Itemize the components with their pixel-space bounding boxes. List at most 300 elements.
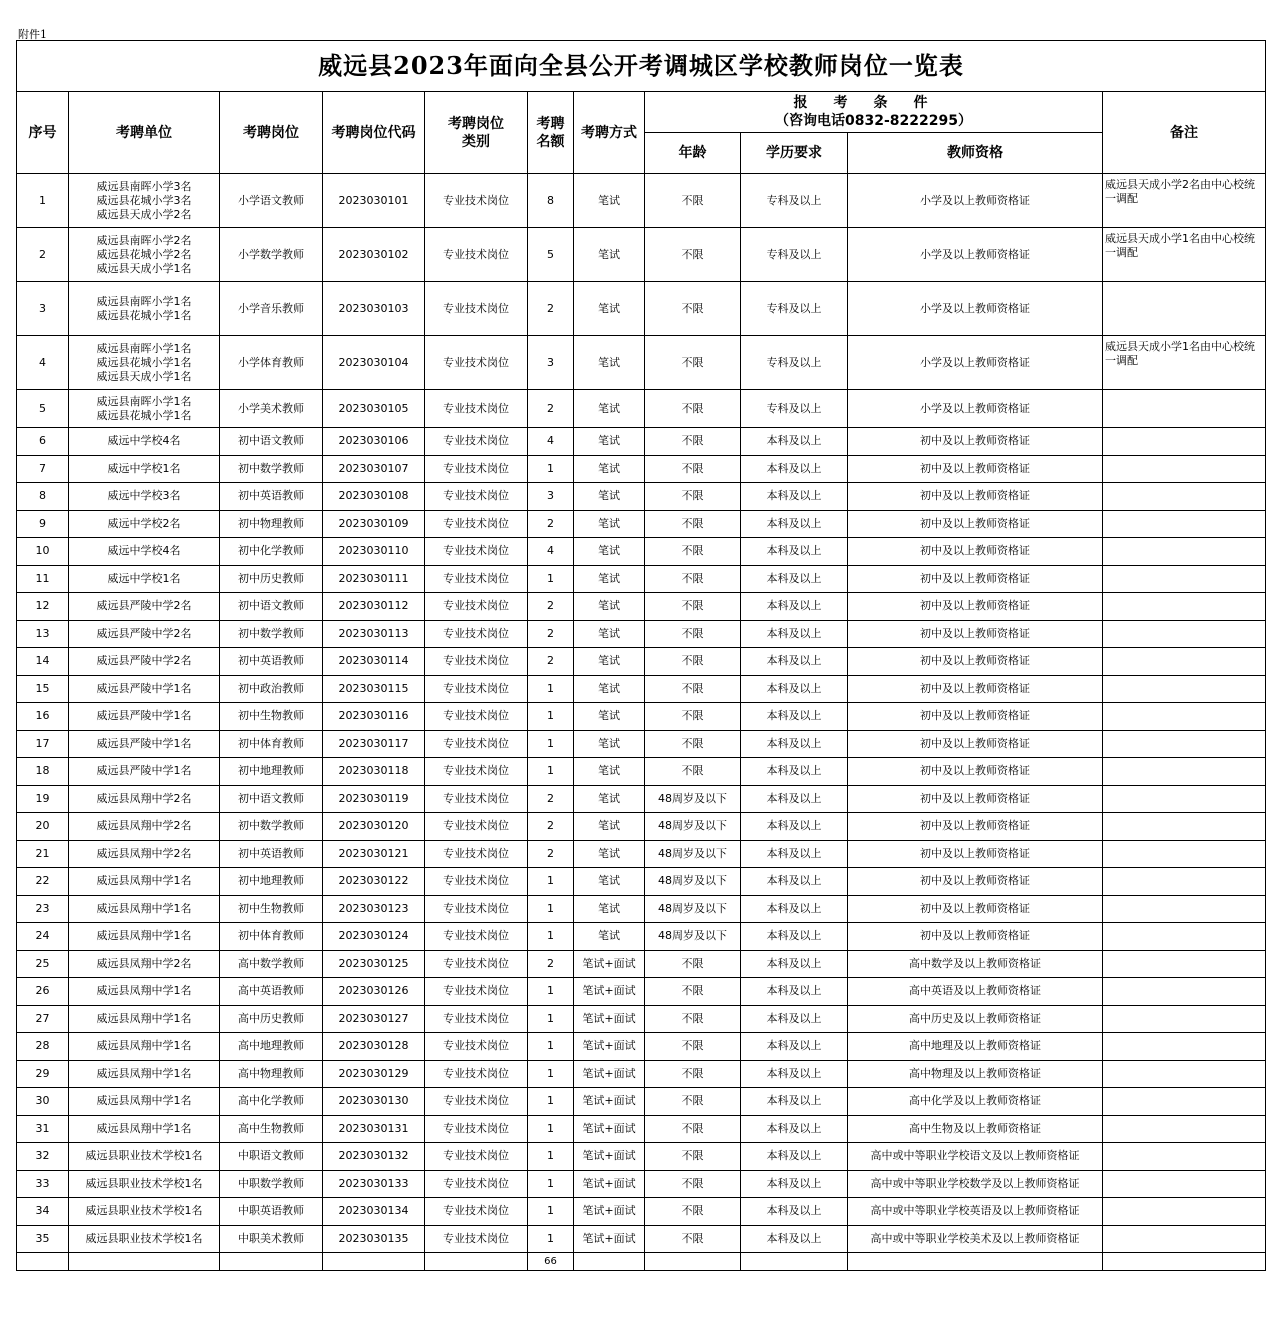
table-row: [17, 950, 1266, 978]
row-code: 2023030105: [323, 390, 425, 428]
row-age: 48周岁及以下: [645, 895, 741, 923]
row-education: 专科及以上: [741, 174, 848, 228]
row-category: 专业技术岗位: [425, 1115, 528, 1143]
row-no: 17: [17, 730, 69, 758]
table-row: [17, 1005, 1266, 1033]
row-category: 专业技术岗位: [425, 785, 528, 813]
row-post: 初中政治教师: [220, 675, 323, 703]
row-qualification: 小学及以上教师资格证: [848, 336, 1103, 390]
row-unit: 威远中学校4名: [69, 428, 220, 456]
row-unit: 威远县严陵中学1名: [69, 758, 220, 786]
row-remark: [1103, 593, 1266, 621]
row-category: 专业技术岗位: [425, 483, 528, 511]
row-age: 不限: [645, 730, 741, 758]
row-method: 笔试: [574, 758, 645, 786]
row-method: 笔试: [574, 648, 645, 676]
row-unit: 威远县严陵中学2名: [69, 620, 220, 648]
table-row: [17, 455, 1266, 483]
row-category: 专业技术岗位: [425, 895, 528, 923]
row-unit: 威远县严陵中学1名: [69, 703, 220, 731]
row-qualification: 高中化学及以上教师资格证: [848, 1088, 1103, 1116]
row-quota: 1: [528, 1033, 574, 1061]
row-no: 8: [17, 483, 69, 511]
row-remark: [1103, 428, 1266, 456]
row-no: 27: [17, 1005, 69, 1033]
row-category: 专业技术岗位: [425, 174, 528, 228]
row-code: 2023030132: [323, 1143, 425, 1171]
row-age: 不限: [645, 565, 741, 593]
row-no: 18: [17, 758, 69, 786]
row-method: 笔试: [574, 282, 645, 336]
row-quota: 1: [528, 1115, 574, 1143]
row-post: 初中数学教师: [220, 455, 323, 483]
row-post: 初中英语教师: [220, 840, 323, 868]
row-age: 不限: [645, 390, 741, 428]
row-education: 本科及以上: [741, 510, 848, 538]
row-code: 2023030119: [323, 785, 425, 813]
row-remark: [1103, 978, 1266, 1006]
row-education: 专科及以上: [741, 336, 848, 390]
row-age: 48周岁及以下: [645, 923, 741, 951]
header-conditions: 报考条件: [793, 95, 954, 111]
table-row: [17, 593, 1266, 621]
row-code: 2023030115: [323, 675, 425, 703]
row-no: 23: [17, 895, 69, 923]
row-no: 7: [17, 455, 69, 483]
row-post: 中职美术教师: [220, 1225, 323, 1253]
row-method: 笔试: [574, 840, 645, 868]
row-post: 初中体育教师: [220, 730, 323, 758]
row-unit: 威远县南晖小学1名 威远县花城小学1名: [69, 390, 220, 428]
row-unit: 威远县凤翔中学2名: [69, 813, 220, 841]
row-method: 笔试+面试: [574, 1143, 645, 1171]
row-remark: [1103, 785, 1266, 813]
row-post: 高中数学教师: [220, 950, 323, 978]
row-no: 9: [17, 510, 69, 538]
row-quota: 1: [528, 565, 574, 593]
row-method: 笔试+面试: [574, 1225, 645, 1253]
row-unit: 威远中学校4名: [69, 538, 220, 566]
row-post: 小学音乐教师: [220, 282, 323, 336]
row-code: 2023030135: [323, 1225, 425, 1253]
row-education: 本科及以上: [741, 1198, 848, 1226]
table-row: [17, 1198, 1266, 1226]
row-code: 2023030120: [323, 813, 425, 841]
row-method: 笔试: [574, 483, 645, 511]
row-category: 专业技术岗位: [425, 758, 528, 786]
row-post: 小学语文教师: [220, 174, 323, 228]
row-qualification: 小学及以上教师资格证: [848, 174, 1103, 228]
row-code: 2023030110: [323, 538, 425, 566]
row-education: 本科及以上: [741, 785, 848, 813]
row-qualification: 初中及以上教师资格证: [848, 483, 1103, 511]
row-method: 笔试: [574, 510, 645, 538]
row-education: 专科及以上: [741, 390, 848, 428]
row-unit: 威远县南晖小学1名 威远县花城小学1名 威远县天成小学1名: [69, 336, 220, 390]
row-age: 不限: [645, 483, 741, 511]
row-no: 5: [17, 390, 69, 428]
row-code: 2023030109: [323, 510, 425, 538]
row-code: 2023030127: [323, 1005, 425, 1033]
table-row: [17, 758, 1266, 786]
row-no: 26: [17, 978, 69, 1006]
row-no: 12: [17, 593, 69, 621]
row-education: 本科及以上: [741, 813, 848, 841]
row-post: 高中化学教师: [220, 1088, 323, 1116]
row-method: 笔试: [574, 620, 645, 648]
row-age: 不限: [645, 1170, 741, 1198]
row-quota: 5: [528, 228, 574, 282]
row-remark: [1103, 648, 1266, 676]
row-post: 初中生物教师: [220, 703, 323, 731]
row-category: 专业技术岗位: [425, 1170, 528, 1198]
row-remark: [1103, 840, 1266, 868]
table-row: [17, 428, 1266, 456]
table-row: [17, 1060, 1266, 1088]
row-qualification: 高中地理及以上教师资格证: [848, 1033, 1103, 1061]
row-education: 本科及以上: [741, 840, 848, 868]
row-code: 2023030104: [323, 336, 425, 390]
row-quota: 2: [528, 840, 574, 868]
table-row: [17, 336, 1266, 390]
total-cell-empty: [425, 1253, 528, 1271]
row-remark: [1103, 1143, 1266, 1171]
annex-label: 附件1: [18, 28, 47, 41]
table-row: [17, 813, 1266, 841]
total-cell-empty: [741, 1253, 848, 1271]
row-unit: 威远县南晖小学2名 威远县花城小学2名 威远县天成小学1名: [69, 228, 220, 282]
row-qualification: 初中及以上教师资格证: [848, 620, 1103, 648]
row-method: 笔试: [574, 923, 645, 951]
row-category: 专业技术岗位: [425, 510, 528, 538]
row-age: 48周岁及以下: [645, 868, 741, 896]
row-code: 2023030124: [323, 923, 425, 951]
row-post: 初中语文教师: [220, 428, 323, 456]
row-remark: [1103, 1033, 1266, 1061]
table-row: [17, 174, 1266, 228]
row-no: 14: [17, 648, 69, 676]
row-no: 33: [17, 1170, 69, 1198]
table-row: [17, 538, 1266, 566]
row-qualification: 初中及以上教师资格证: [848, 840, 1103, 868]
header-unit: 考聘单位: [69, 92, 220, 174]
row-post: 初中生物教师: [220, 895, 323, 923]
row-unit: 威远县职业技术学校1名: [69, 1198, 220, 1226]
row-age: 不限: [645, 1060, 741, 1088]
row-qualification: 小学及以上教师资格证: [848, 282, 1103, 336]
row-remark: [1103, 1170, 1266, 1198]
row-qualification: 初中及以上教师资格证: [848, 868, 1103, 896]
row-age: 不限: [645, 703, 741, 731]
row-age: 不限: [645, 978, 741, 1006]
row-post: 初中地理教师: [220, 758, 323, 786]
row-education: 本科及以上: [741, 730, 848, 758]
row-quota: 2: [528, 510, 574, 538]
row-qualification: 高中或中等职业学校语文及以上教师资格证: [848, 1143, 1103, 1171]
row-category: 专业技术岗位: [425, 840, 528, 868]
row-age: 不限: [645, 620, 741, 648]
row-quota: 1: [528, 1170, 574, 1198]
row-qualification: 小学及以上教师资格证: [848, 228, 1103, 282]
row-qualification: 初中及以上教师资格证: [848, 703, 1103, 731]
row-no: 15: [17, 675, 69, 703]
row-category: 专业技术岗位: [425, 1198, 528, 1226]
row-qualification: 初中及以上教师资格证: [848, 785, 1103, 813]
table-row: [17, 730, 1266, 758]
row-education: 本科及以上: [741, 1060, 848, 1088]
row-category: 专业技术岗位: [425, 1060, 528, 1088]
row-method: 笔试: [574, 538, 645, 566]
row-method: 笔试: [574, 455, 645, 483]
table-row: [17, 565, 1266, 593]
row-qualification: 初中及以上教师资格证: [848, 813, 1103, 841]
row-quota: 2: [528, 648, 574, 676]
row-remark: 威远县天成小学1名由中心校统一调配: [1103, 336, 1266, 390]
row-unit: 威远县职业技术学校1名: [69, 1143, 220, 1171]
row-method: 笔试+面试: [574, 1060, 645, 1088]
table-row: [17, 703, 1266, 731]
row-education: 本科及以上: [741, 1170, 848, 1198]
row-remark: [1103, 565, 1266, 593]
row-remark: [1103, 895, 1266, 923]
row-category: 专业技术岗位: [425, 593, 528, 621]
row-category: 专业技术岗位: [425, 428, 528, 456]
row-code: 2023030112: [323, 593, 425, 621]
table-row: [17, 1033, 1266, 1061]
row-education: 本科及以上: [741, 1088, 848, 1116]
row-remark: [1103, 1088, 1266, 1116]
row-qualification: 初中及以上教师资格证: [848, 593, 1103, 621]
row-education: 本科及以上: [741, 1143, 848, 1171]
row-remark: [1103, 1060, 1266, 1088]
row-unit: 威远县凤翔中学1名: [69, 1088, 220, 1116]
header-category: 考聘岗位类别: [425, 92, 528, 174]
row-age: 不限: [645, 510, 741, 538]
row-age: 不限: [645, 336, 741, 390]
row-quota: 2: [528, 813, 574, 841]
row-code: 2023030130: [323, 1088, 425, 1116]
row-category: 专业技术岗位: [425, 950, 528, 978]
row-education: 本科及以上: [741, 978, 848, 1006]
row-no: 6: [17, 428, 69, 456]
header-method: 考聘方式: [574, 92, 645, 174]
row-post: 高中生物教师: [220, 1115, 323, 1143]
row-category: 专业技术岗位: [425, 455, 528, 483]
row-age: 不限: [645, 174, 741, 228]
row-education: 本科及以上: [741, 428, 848, 456]
row-education: 本科及以上: [741, 923, 848, 951]
row-age: 不限: [645, 1225, 741, 1253]
row-category: 专业技术岗位: [425, 1005, 528, 1033]
row-code: 2023030131: [323, 1115, 425, 1143]
row-category: 专业技术岗位: [425, 228, 528, 282]
row-no: 19: [17, 785, 69, 813]
row-post: 初中地理教师: [220, 868, 323, 896]
row-education: 本科及以上: [741, 1033, 848, 1061]
row-quota: 3: [528, 483, 574, 511]
row-age: 48周岁及以下: [645, 785, 741, 813]
table-row: [17, 1115, 1266, 1143]
row-remark: [1103, 483, 1266, 511]
table-row: [17, 895, 1266, 923]
row-quota: 4: [528, 428, 574, 456]
row-method: 笔试+面试: [574, 1005, 645, 1033]
row-post: 高中英语教师: [220, 978, 323, 1006]
row-remark: [1103, 758, 1266, 786]
total-cell-empty: [17, 1253, 69, 1271]
row-method: 笔试: [574, 336, 645, 390]
row-remark: [1103, 1005, 1266, 1033]
row-unit: 威远县严陵中学2名: [69, 593, 220, 621]
row-code: 2023030116: [323, 703, 425, 731]
row-qualification: 初中及以上教师资格证: [848, 730, 1103, 758]
row-no: 22: [17, 868, 69, 896]
row-no: 20: [17, 813, 69, 841]
row-unit: 威远县职业技术学校1名: [69, 1225, 220, 1253]
row-post: 初中语文教师: [220, 593, 323, 621]
row-quota: 2: [528, 785, 574, 813]
row-education: 本科及以上: [741, 1005, 848, 1033]
row-quota: 1: [528, 1005, 574, 1033]
row-method: 笔试: [574, 675, 645, 703]
row-category: 专业技术岗位: [425, 1088, 528, 1116]
row-age: 48周岁及以下: [645, 813, 741, 841]
row-category: 专业技术岗位: [425, 1225, 528, 1253]
row-age: 不限: [645, 428, 741, 456]
row-code: 2023030133: [323, 1170, 425, 1198]
row-qualification: 高中物理及以上教师资格证: [848, 1060, 1103, 1088]
row-qualification: 初中及以上教师资格证: [848, 648, 1103, 676]
row-unit: 威远县凤翔中学1名: [69, 1060, 220, 1088]
row-no: 10: [17, 538, 69, 566]
row-quota: 1: [528, 1088, 574, 1116]
row-code: 2023030129: [323, 1060, 425, 1088]
row-method: 笔试: [574, 730, 645, 758]
row-age: 不限: [645, 593, 741, 621]
row-category: 专业技术岗位: [425, 1033, 528, 1061]
row-remark: [1103, 923, 1266, 951]
row-post: 初中数学教师: [220, 813, 323, 841]
row-age: 48周岁及以下: [645, 840, 741, 868]
row-post: 初中数学教师: [220, 620, 323, 648]
row-method: 笔试: [574, 228, 645, 282]
row-unit: 威远中学校1名: [69, 565, 220, 593]
row-remark: [1103, 950, 1266, 978]
row-category: 专业技术岗位: [425, 675, 528, 703]
row-post: 初中化学教师: [220, 538, 323, 566]
row-education: 本科及以上: [741, 868, 848, 896]
row-code: 2023030134: [323, 1198, 425, 1226]
row-quota: 8: [528, 174, 574, 228]
row-remark: [1103, 1198, 1266, 1226]
row-method: 笔试+面试: [574, 1170, 645, 1198]
total-cell-empty: [220, 1253, 323, 1271]
header-education: 学历要求: [741, 133, 848, 174]
row-education: 本科及以上: [741, 620, 848, 648]
table-row: [17, 675, 1266, 703]
table-row: [17, 620, 1266, 648]
row-qualification: 高中生物及以上教师资格证: [848, 1115, 1103, 1143]
row-post: 小学数学教师: [220, 228, 323, 282]
row-education: 本科及以上: [741, 565, 848, 593]
row-post: 小学美术教师: [220, 390, 323, 428]
row-code: 2023030103: [323, 282, 425, 336]
row-qualification: 高中或中等职业学校美术及以上教师资格证: [848, 1225, 1103, 1253]
table-row: [17, 840, 1266, 868]
row-category: 专业技术岗位: [425, 390, 528, 428]
row-qualification: 高中或中等职业学校英语及以上教师资格证: [848, 1198, 1103, 1226]
row-remark: [1103, 703, 1266, 731]
row-method: 笔试: [574, 390, 645, 428]
row-remark: 威远县天成小学2名由中心校统一调配: [1103, 174, 1266, 228]
row-method: 笔试+面试: [574, 1198, 645, 1226]
row-unit: 威远县南晖小学3名 威远县花城小学3名 威远县天成小学2名: [69, 174, 220, 228]
row-unit: 威远县凤翔中学2名: [69, 840, 220, 868]
row-method: 笔试: [574, 813, 645, 841]
row-method: 笔试: [574, 703, 645, 731]
row-no: 24: [17, 923, 69, 951]
row-code: 2023030117: [323, 730, 425, 758]
total-cell-empty: [69, 1253, 220, 1271]
row-age: 不限: [645, 950, 741, 978]
row-quota: 2: [528, 593, 574, 621]
row-method: 笔试+面试: [574, 978, 645, 1006]
row-post: 小学体育教师: [220, 336, 323, 390]
row-unit: 威远县凤翔中学2名: [69, 950, 220, 978]
row-no: 28: [17, 1033, 69, 1061]
row-remark: [1103, 868, 1266, 896]
row-quota: 3: [528, 336, 574, 390]
row-category: 专业技术岗位: [425, 1143, 528, 1171]
row-unit: 威远县凤翔中学1名: [69, 978, 220, 1006]
row-category: 专业技术岗位: [425, 703, 528, 731]
row-unit: 威远县严陵中学1名: [69, 675, 220, 703]
row-no: 31: [17, 1115, 69, 1143]
row-remark: [1103, 282, 1266, 336]
row-remark: [1103, 675, 1266, 703]
row-code: 2023030128: [323, 1033, 425, 1061]
row-age: 不限: [645, 455, 741, 483]
row-quota: 1: [528, 1143, 574, 1171]
row-age: 不限: [645, 1033, 741, 1061]
row-quota: 1: [528, 1225, 574, 1253]
row-age: 不限: [645, 758, 741, 786]
row-code: 2023030121: [323, 840, 425, 868]
row-quota: 1: [528, 675, 574, 703]
row-no: 32: [17, 1143, 69, 1171]
table-row: [17, 1088, 1266, 1116]
row-age: 不限: [645, 1143, 741, 1171]
row-no: 3: [17, 282, 69, 336]
row-method: 笔试: [574, 428, 645, 456]
row-post: 高中物理教师: [220, 1060, 323, 1088]
row-qualification: 初中及以上教师资格证: [848, 895, 1103, 923]
row-method: 笔试: [574, 565, 645, 593]
row-method: 笔试+面试: [574, 1088, 645, 1116]
row-category: 专业技术岗位: [425, 565, 528, 593]
row-post: 高中历史教师: [220, 1005, 323, 1033]
header-quota: 考聘名额: [528, 92, 574, 174]
table-row: [17, 1225, 1266, 1253]
header-qualification: 教师资格: [848, 133, 1103, 174]
row-unit: 威远县严陵中学2名: [69, 648, 220, 676]
row-code: 2023030101: [323, 174, 425, 228]
header-remark: 备注: [1103, 92, 1266, 174]
total-quota: 66: [528, 1253, 574, 1271]
row-education: 本科及以上: [741, 950, 848, 978]
row-category: 专业技术岗位: [425, 923, 528, 951]
row-education: 本科及以上: [741, 895, 848, 923]
